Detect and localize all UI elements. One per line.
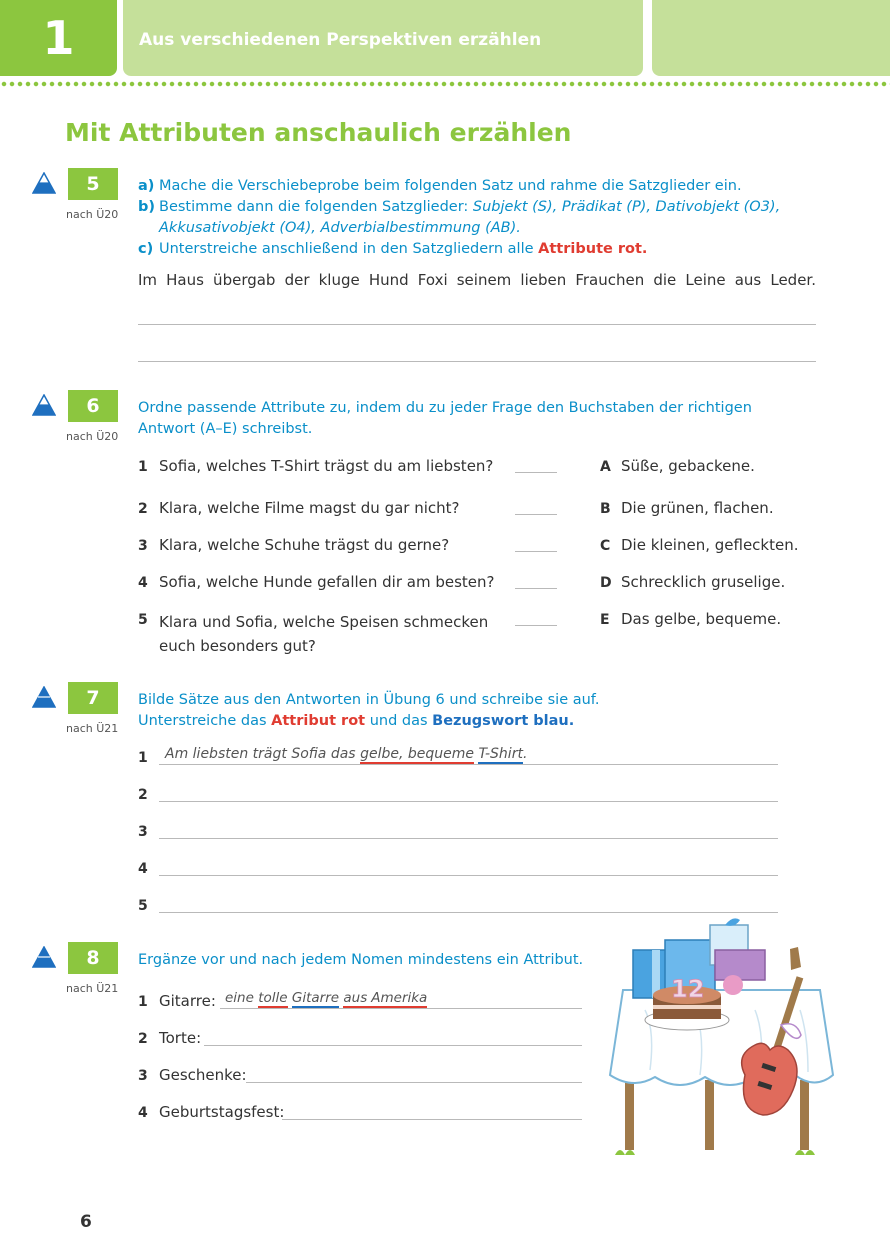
line-number: 5 — [138, 898, 148, 914]
question-number: 3 — [138, 538, 148, 554]
item-label: Geschenke: — [159, 1066, 247, 1084]
answer-line[interactable] — [159, 912, 778, 913]
instr-7-red: Attribut rot — [271, 713, 366, 729]
answer-text: Das gelbe, bequeme. — [621, 610, 782, 628]
answer-blank[interactable] — [515, 514, 557, 515]
answer-line[interactable] — [159, 764, 778, 765]
exercise-6-ref: nach Ü20 — [66, 430, 119, 443]
chapter-title: Aus verschiedenen Perspektiven erzählen — [139, 30, 542, 50]
example-answer — [225, 990, 427, 1006]
answer-text: Die grünen, flachen. — [621, 499, 774, 517]
exercise-7-ref: nach Ü21 — [66, 722, 119, 735]
item-label: Geburtstagsfest: — [159, 1103, 285, 1121]
example-plain: Am liebsten trägt Sofia das — [165, 746, 356, 762]
difficulty-pyramid-icon — [32, 946, 56, 968]
ex8-word-2: tolle — [258, 990, 288, 1006]
label-b: b) — [138, 199, 156, 215]
answer-line[interactable] — [246, 1082, 582, 1083]
question-number: 5 — [138, 612, 148, 628]
exercise-8-number: 8 — [68, 942, 118, 974]
answer-text: Schrecklich gruselige. — [621, 573, 786, 591]
line-number: 3 — [138, 824, 148, 840]
difficulty-pyramid-icon — [32, 686, 56, 708]
item-label: Torte: — [159, 1029, 202, 1047]
answer-letter: E — [600, 612, 610, 628]
exercise-6-instructions — [138, 398, 838, 440]
exercise-8-instruction: Ergänze vor und nach jedem Nomen mindestens ein Attribut. — [138, 952, 584, 968]
item-number: 3 — [138, 1068, 148, 1084]
exercise-5-instructions — [138, 176, 838, 260]
line-number: 1 — [138, 750, 148, 766]
header-right-bar — [652, 0, 890, 76]
answer-line[interactable] — [138, 361, 816, 362]
instr-7-line-1: Bilde Sätze aus den Antworten in Übung 6 und schreibe sie auf. — [138, 692, 600, 708]
question-number: 4 — [138, 575, 148, 591]
item-label: Gitarre: — [159, 992, 216, 1010]
answer-line[interactable] — [159, 838, 778, 839]
answer-line[interactable] — [138, 324, 816, 325]
instr-7-text-a: Unterstreiche das — [138, 713, 267, 729]
exercise-7-instructions — [138, 690, 838, 732]
difficulty-pyramid-icon — [32, 394, 56, 416]
instr-b: Bestimme dann die folgenden Satzglieder: — [159, 199, 469, 215]
line-number: 4 — [138, 861, 148, 877]
question-number: 1 — [138, 459, 148, 475]
answer-line[interactable] — [159, 875, 778, 876]
ex8-word-1: eine — [225, 990, 254, 1006]
item-number: 1 — [138, 994, 148, 1010]
instr-c: Unterstreiche anschließend in den Satzgliedern alle — [159, 241, 534, 257]
example-noun: T-Shirt — [478, 746, 523, 762]
answer-blank[interactable] — [515, 588, 557, 589]
example-sentence — [165, 746, 527, 762]
answer-line[interactable] — [204, 1045, 582, 1046]
exercise-7-number: 7 — [68, 682, 118, 714]
chapter-title-bar — [123, 0, 643, 76]
question-number: 2 — [138, 501, 148, 517]
question-text — [159, 610, 488, 658]
page-number: 6 — [80, 1212, 92, 1232]
exercise-5-number: 5 — [68, 168, 118, 200]
label-c: c) — [138, 241, 154, 257]
item-number: 4 — [138, 1105, 148, 1121]
instr-7-text-b: und das — [369, 713, 428, 729]
question-text: Sofia, welche Hunde gefallen dir am besten? — [159, 573, 495, 591]
answer-text: Süße, gebackene. — [621, 457, 755, 475]
dotted-divider — [0, 80, 890, 88]
answer-text: Die kleinen, gefleckten. — [621, 536, 799, 554]
instr-c-red: Attribute rot. — [538, 241, 648, 257]
instr-b-italic-2: Akkusativobjekt (O4), Adverbialbestimmung (AB). — [159, 220, 521, 236]
answer-line[interactable] — [159, 801, 778, 802]
birthday-table-illustration — [605, 915, 840, 1160]
answer-letter: B — [600, 501, 611, 517]
example-attribute: gelbe, bequeme — [360, 746, 474, 762]
question-text-line-1: Klara und Sofia, welche Speisen schmecken — [159, 613, 489, 631]
question-text-line-2: euch besonders gut? — [159, 637, 316, 655]
line-number: 2 — [138, 787, 148, 803]
answer-letter: C — [600, 538, 611, 554]
difficulty-pyramid-icon — [32, 172, 56, 194]
instr-7-blue: Bezugswort blau. — [432, 713, 575, 729]
section-title: Mit Attributen anschaulich erzählen — [65, 118, 572, 147]
instr-a: Mache die Verschiebeprobe beim folgenden Satz und rahme die Satzglieder ein. — [159, 178, 742, 194]
answer-letter: A — [600, 459, 611, 475]
answer-letter: D — [600, 575, 612, 591]
ex8-noun: Gitarre — [291, 990, 340, 1006]
item-number: 2 — [138, 1031, 148, 1047]
instr-6-line-2: Antwort (A–E) schreibst. — [138, 421, 313, 437]
instr-6-line-1: Ordne passende Attribute zu, indem du zu jeder Frage den Buchstaben der richtigen — [138, 400, 752, 416]
cake-candle-number: 12 — [671, 975, 705, 1003]
exercise-5-ref: nach Ü20 — [66, 208, 119, 221]
ex8-word-3: aus — [343, 990, 368, 1006]
question-text: Klara, welche Schuhe trägst du gerne? — [159, 536, 450, 554]
exercise-5-sentence: Im Haus übergab der kluge Hund Foxi seinem lieben Frauchen die Leine aus Leder. — [138, 271, 816, 289]
question-text: Klara, welche Filme magst du gar nicht? — [159, 499, 460, 517]
answer-line[interactable] — [220, 1008, 582, 1009]
example-end: . — [522, 746, 528, 762]
exercise-8-ref: nach Ü21 — [66, 982, 119, 995]
ex8-word-4: Amerika — [367, 990, 427, 1008]
exercise-6-number: 6 — [68, 390, 118, 422]
instr-b-italic-1: Subjekt (S), Prädikat (P), Dativobjekt (O3), — [472, 199, 781, 215]
answer-line[interactable] — [282, 1119, 582, 1120]
question-text: Sofia, welches T-Shirt trägst du am liebsten? — [159, 457, 494, 475]
label-a: a) — [138, 178, 155, 194]
chapter-number: 1 — [0, 0, 117, 76]
answer-blank[interactable] — [515, 472, 557, 473]
answer-blank[interactable] — [515, 625, 557, 626]
answer-blank[interactable] — [515, 551, 557, 552]
